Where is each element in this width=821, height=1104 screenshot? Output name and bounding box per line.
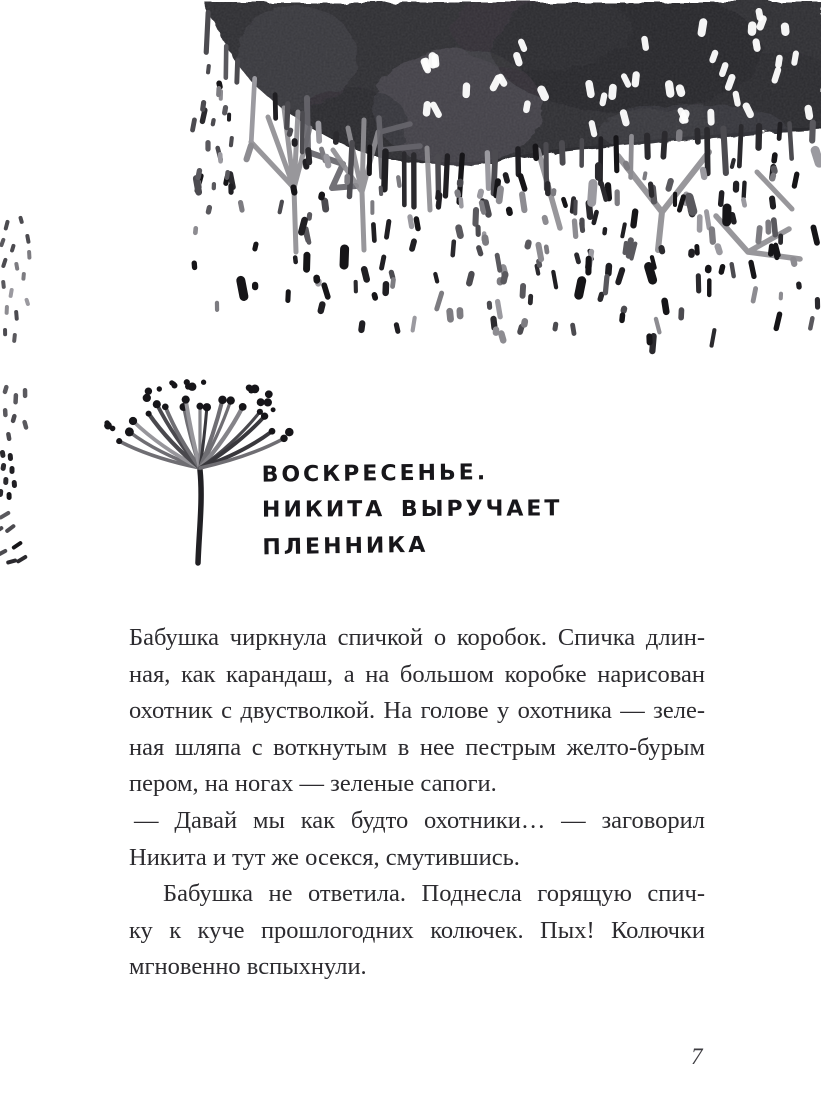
page-number: 7 — [691, 1044, 703, 1069]
chapter-title-line-3: ПЛЕННИКА — [262, 532, 429, 561]
text-line: ку к куче прошлогодних колючек. Пых! Колючки — [129, 916, 705, 944]
chapter-title-line-1: ВОСКРЕСЕНЬЕ. — [261, 460, 489, 488]
text-line: охотник с двустволкой. На голове у охотника — зеле- — [129, 697, 705, 725]
text-line: пером, на ногах — зеленые сапоги. — [129, 770, 497, 798]
text-line: Бабушка чиркнула спичкой о коробок. Спичка длин- — [129, 624, 705, 651]
text-line: Никита и тут же осекся, смутившись. — [129, 843, 520, 871]
left-margin-dots — [0, 215, 32, 564]
text-line-dialogue: — Давай мы как будто охотники… — заговорил — [134, 806, 705, 834]
text-line: ная шляпа с воткнутым в нее пестрым желто-бурым — [129, 733, 705, 761]
text-line: Бабушка не ответила. Поднесла горящую спич- — [163, 880, 705, 908]
chapter-title — [261, 454, 563, 565]
text-line: ная, как карандаш, а на большом коробке нарисован — [129, 660, 705, 688]
body-text — [129, 620, 705, 986]
text-line: мгновенно вспыхнули. — [129, 953, 367, 981]
chapter-title-line-2: НИКИТА ВЫРУЧАЕТ — [261, 496, 563, 523]
